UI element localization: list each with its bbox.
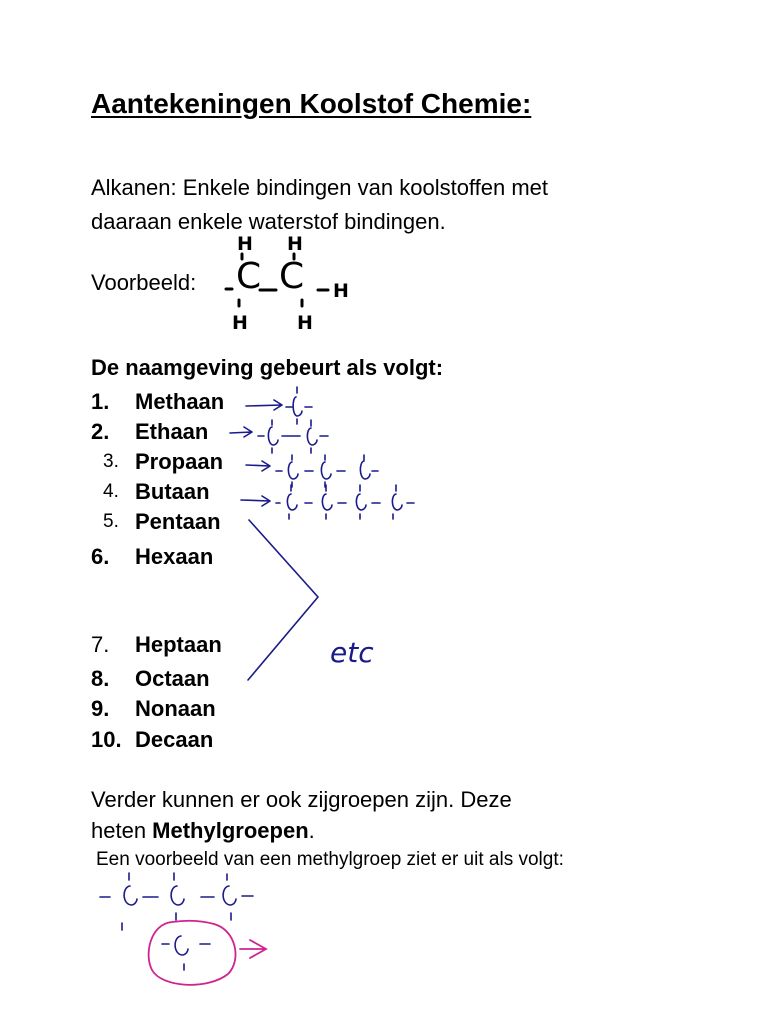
- alkane-name: Decaan: [135, 727, 214, 752]
- list-number: 2.: [91, 419, 110, 444]
- bracket-stroke: [248, 520, 318, 680]
- example-label: Voorbeeld:: [91, 270, 197, 295]
- alkanen-line-2: daaraan enkele waterstof bindingen.: [91, 209, 446, 234]
- methyl-line-1: Verder kunnen er ook zijgroepen zijn. Deze: [91, 787, 512, 812]
- carbon-atom-2: C: [279, 256, 305, 297]
- hydrogen-top-1: H: [237, 233, 253, 255]
- naming-heading: De naamgeving gebeurt als volgt:: [91, 355, 444, 380]
- methyl-chain-sketch: [100, 873, 253, 970]
- page-title: Aantekeningen Koolstof Chemie:: [91, 88, 532, 119]
- alkane-name: Nonaan: [135, 696, 216, 721]
- hydrogen-bottom-1: H: [232, 312, 248, 334]
- methyl-line-2: [91, 818, 315, 844]
- methyl-example-line: Een voorbeeld van een methylgroep ziet er uit als volgt:: [96, 849, 564, 870]
- list-number: 6.: [91, 544, 110, 569]
- list-number: 4.: [103, 481, 119, 502]
- handwritten-etc-note: etc: [330, 636, 374, 669]
- methylgroepen-term: Methylgroepen: [152, 818, 309, 843]
- list-number: 7.: [91, 632, 110, 657]
- alkane-name: Ethaan: [135, 419, 209, 444]
- list-number: 3.: [103, 451, 119, 472]
- hydrogen-top-2: H: [287, 233, 303, 255]
- alkanen-line-1: Alkanen: Enkele bindingen van koolstoffen met: [91, 175, 549, 200]
- methyl-highlight-circle: [149, 921, 266, 985]
- list-number: 1.: [91, 389, 110, 414]
- alkane-name: Heptaan: [135, 632, 222, 657]
- list-number: 5.: [103, 511, 119, 532]
- methyl-prefix: heten: [91, 818, 153, 843]
- hydrogen-bottom-2: H: [297, 312, 313, 334]
- alkane-name: Hexaan: [135, 544, 214, 569]
- alkane-name: Octaan: [135, 666, 210, 691]
- list-number: 8.: [91, 666, 110, 691]
- propaan-chain-sketch: [246, 455, 378, 487]
- methyl-suffix: .: [308, 818, 315, 843]
- hydrogen-right: H: [333, 280, 349, 302]
- carbon-atom-1: C: [236, 256, 262, 297]
- alkane-name: Methaan: [135, 389, 225, 414]
- list-number: 10.: [91, 727, 122, 752]
- alkane-name: Butaan: [135, 479, 210, 504]
- butaan-chain-sketch: [241, 485, 414, 519]
- alkane-name: Propaan: [135, 449, 224, 474]
- alkane-name: Pentaan: [135, 509, 221, 534]
- list-number: 9.: [91, 696, 110, 721]
- methaan-chain-sketch: [246, 387, 312, 424]
- ethaan-chain-sketch: [230, 420, 328, 453]
